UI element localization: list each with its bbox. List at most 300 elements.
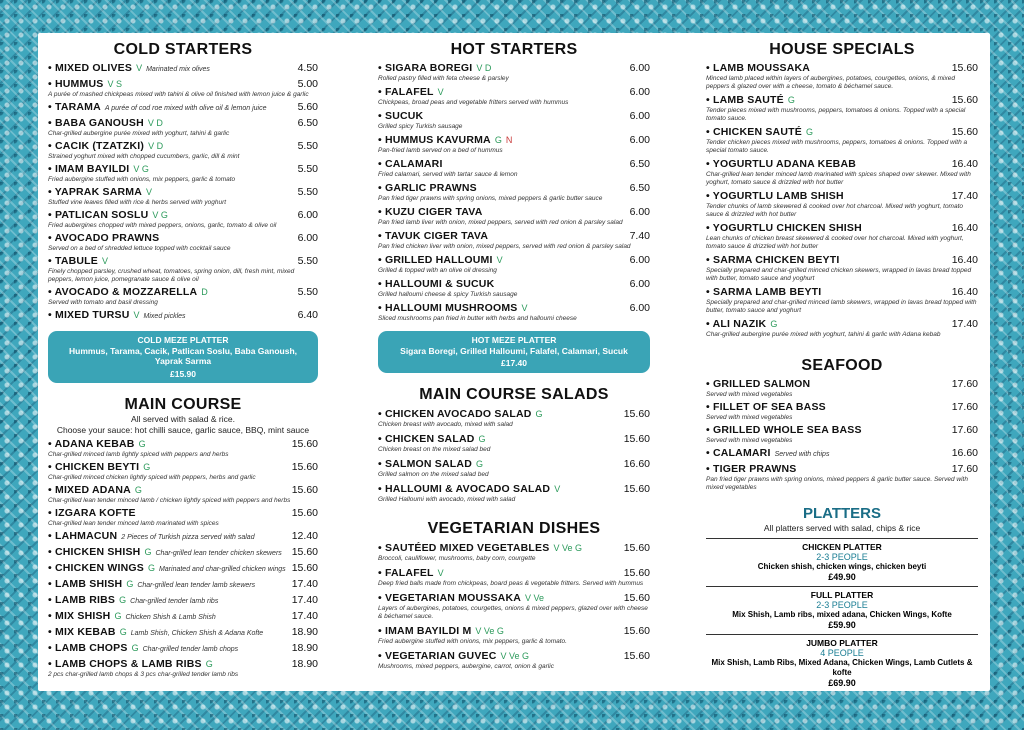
menu-item: [706, 447, 978, 461]
diet-tag: V: [437, 567, 444, 578]
menu-item: [48, 578, 318, 592]
diet-tag: G: [119, 627, 127, 637]
diet-tag: V D: [476, 63, 492, 73]
item-name: • CHICKEN AVOCADO SALAD: [378, 407, 532, 420]
item-description: Char-grilled aubergine purée mixed with yoghurt, tahini & garlic: [48, 130, 230, 137]
column-right: [706, 33, 978, 688]
item-name: • TARAMA: [48, 101, 101, 113]
item-name: • CALAMARI: [378, 158, 443, 170]
menu-item: [48, 140, 318, 161]
diet-tag: G: [475, 458, 483, 469]
menu-item-row: [48, 62, 318, 76]
main-course-sub2: Choose your sauce: hot chilli sauce, garlic sauce, BBQ, mint sauce: [56, 425, 310, 435]
item-description: Char-grilled minced chicken lightly spiced with peppers, herbs and garlic: [48, 474, 256, 481]
menu-item: [48, 610, 318, 624]
item-description: Pan fried tiger prawns with spring onions, mixed peppers & garlic butter sauce. Served with mixed vegetables: [706, 476, 968, 491]
item-inline-desc: 2 Pieces of Turkish pizza served with salad: [121, 534, 255, 541]
item-description: Pan fried tiger prawns with spring onions, mixed peppers & garlic butter sauce: [378, 195, 603, 202]
menu-item: [48, 186, 318, 207]
item-price: 6.00: [629, 254, 650, 266]
item-name: • IMAM BAYILDI: [48, 163, 130, 175]
item-name: • CHICKEN SALAD: [378, 432, 475, 445]
diet-tag: G: [494, 135, 502, 145]
menu-item: [378, 458, 650, 479]
item-description: Grilled halloumi cheese & spicy Turkish sausage: [378, 291, 518, 298]
item-name: • MIX KEBAB: [48, 626, 116, 638]
menu-item: [48, 309, 318, 323]
menu-item: [48, 594, 318, 608]
menu-item: [378, 110, 650, 131]
item-price: 17.60: [951, 401, 978, 413]
diet-tag: D: [201, 287, 208, 297]
item-inline-desc: Char-grilled lean tender lamb skewers: [137, 582, 256, 589]
menu-item-row: [48, 562, 318, 576]
item-price: 6.00: [629, 86, 650, 98]
item-price: 5.60: [297, 101, 318, 113]
item-name: • IZGARA KOFTE: [48, 507, 136, 519]
menu-item-row: [48, 610, 318, 624]
item-description: Grilled Halloumi with avocado, mixed with salad: [378, 495, 516, 503]
item-description: Chickpeas, broad peas and vegetable fritters served with hummus: [378, 99, 569, 106]
item-inline-desc: Char-grilled tender lamb chops: [142, 646, 239, 653]
menu-item-row: [378, 86, 650, 99]
menu-item-row: [378, 483, 650, 496]
menu-item-row: [48, 255, 318, 268]
item-description: Tender pieces mixed with mushrooms, peppers, tomatoes & onions. Topped with a special tomato sauce.: [706, 107, 966, 122]
menu-item: [48, 461, 318, 482]
menu-item: [378, 230, 650, 251]
platter-name: JUMBO PLATTER: [806, 638, 878, 648]
item-inline-desc: Char-grilled lean tender chicken skewers: [155, 550, 282, 557]
item-price: 18.90: [291, 642, 318, 654]
item-name: • HALLOUMI & SUCUK: [378, 278, 495, 290]
item-price: 6.50: [297, 117, 318, 129]
platter-price: £17.40: [501, 358, 527, 368]
item-name: • GRILLED HALLOUMI: [378, 254, 493, 266]
menu-item: [378, 254, 650, 275]
platter-items: Sigara Boregi, Grilled Halloumi, Falafel, Calamari, Sucuk: [400, 345, 628, 356]
item-name: • HUMMUS KAVURMA: [378, 134, 491, 146]
menu-item: [706, 286, 978, 315]
item-name: • YAPRAK SARMA: [48, 186, 142, 198]
item-price: 15.60: [623, 482, 650, 495]
item-inline-desc: Served with chips: [774, 451, 830, 458]
item-price: 15.60: [623, 566, 650, 579]
platter-title: HOT MEZE PLATTER: [471, 335, 557, 345]
item-name: • MIXED TURSU: [48, 309, 130, 321]
item-price: 5.50: [297, 140, 318, 152]
vegetarian-title: VEGETARIAN DISHES: [427, 519, 601, 537]
menu-item: [48, 546, 318, 560]
item-price: 16.60: [623, 457, 650, 470]
item-price: 6.50: [629, 182, 650, 194]
item-description: Chicken breast on the mixed salad bed: [378, 445, 491, 453]
menu-item: [706, 463, 978, 492]
item-price: 18.90: [291, 658, 318, 670]
menu-item: [48, 255, 318, 284]
item-name: • SARMA CHICKEN BEYTI: [706, 254, 840, 266]
item-price: 17.60: [951, 424, 978, 436]
item-description: Lean chunks of chicken breast skewered & cooked over hot charcoal. Mixed with yoghurt, tomato sauce & drizzled with hot butter: [706, 235, 964, 250]
item-description: Deep fried balls made from chickpeas, board peas & vegetable fritters. Served with hummus: [378, 579, 644, 587]
menu-item-row: [48, 117, 318, 130]
item-description: Fried calamari, served with tartar sauce & lemon: [378, 171, 518, 178]
item-name: • SIGARA BOREGI: [378, 62, 473, 74]
item-price: 16.40: [951, 254, 978, 266]
cold-meze-platter: [48, 331, 318, 383]
menu-item: [706, 62, 978, 91]
diet-tag: G: [119, 595, 127, 605]
column-left: [48, 33, 318, 679]
item-name: • LAMB CHOPS & LAMB RIBS: [48, 658, 202, 670]
menu-item: [378, 62, 650, 83]
menu-item-row: [378, 625, 650, 638]
menu-item-row: [48, 507, 318, 520]
diet-tag: G: [805, 127, 813, 137]
item-name: • HALLOUMI MUSHROOMS: [378, 302, 518, 314]
item-price: 15.60: [623, 649, 650, 662]
item-description: Fried aubergine stuffed with onions, mix peppers, garlic & tomato.: [378, 637, 567, 645]
menu-item-row: [48, 209, 318, 222]
diet-tag: V: [554, 483, 561, 494]
item-price: 15.60: [291, 461, 318, 473]
diet-tag: V S: [107, 79, 122, 89]
item-description: Char-grilled aubergine purée mixed with yoghurt, tahini & garlic with Adana kebab: [706, 331, 941, 338]
salads-title: MAIN COURSE SALADS: [419, 385, 609, 403]
item-price: 17.40: [951, 190, 978, 202]
item-name: • HUMMUS: [48, 78, 104, 90]
menu-item-row: [378, 408, 650, 421]
diet-tag: G: [134, 485, 142, 495]
cold-starters-list: [48, 62, 318, 323]
item-description: Served with mixed vegetables: [706, 391, 793, 398]
menu-item: [378, 592, 650, 621]
item-description: Minced lamb placed within layers of aubergines, potatoes, courgettes, onions, & mixed peppers & glazed over with a cheese, tomato & béchamel sauce.: [706, 75, 955, 90]
main-course-sub1: All served with salad & rice.: [131, 414, 235, 424]
diet-tag: V: [496, 255, 503, 265]
platter-price: £59.90: [828, 620, 856, 630]
platter-people: 2-3 PEOPLE: [816, 600, 868, 610]
menu-panel: [38, 33, 990, 691]
item-name: • KUZU CIGER TAVA: [378, 206, 483, 218]
menu-item-row: [378, 62, 650, 75]
item-description: 2 pcs char-grilled lamb chops & 3 pcs char-grilled tender lamb ribs: [48, 671, 239, 678]
menu-item: [378, 483, 650, 504]
menu-item: [706, 401, 978, 422]
item-name: • PATLICAN SOSLU: [48, 209, 149, 221]
menu-item-row: [706, 447, 978, 461]
menu-item-row: [378, 206, 650, 219]
item-description: Specially prepared and char-grilled minced chicken skewers, wrapped in lavas bread topped with butter, tomato sauce and yoghurt: [706, 267, 972, 282]
menu-item-row: [378, 567, 650, 580]
item-name: • LAMB MOUSSAKA: [706, 62, 811, 74]
item-name: • YOGURTLU CHICKEN SHISH: [706, 222, 862, 234]
menu-item-row: [48, 594, 318, 608]
menu-item-row: [48, 309, 318, 323]
item-price: 5.50: [297, 186, 318, 198]
menu-item: [48, 438, 318, 459]
platter-items: Mix Shish, Lamb ribs, mixed adana, Chicken Wings, Kofte: [732, 610, 952, 619]
item-price: 16.40: [951, 222, 978, 234]
item-description: Chicken breast with avocado, mixed with salad: [378, 420, 513, 428]
menu-item-row: [706, 190, 978, 203]
diet-tag: G: [478, 433, 486, 444]
item-name: • CACIK (TZATZKI): [48, 140, 145, 152]
item-price: 17.40: [291, 594, 318, 606]
menu-item: [48, 562, 318, 576]
platter-price: £69.90: [828, 678, 856, 688]
item-description: Fried aubergine stuffed with onions, mix peppers, garlic & tomato: [48, 176, 236, 183]
menu-item: [706, 254, 978, 283]
item-price: 18.90: [291, 626, 318, 638]
item-price: 15.60: [291, 507, 318, 519]
item-name: • SAUTÉED MIXED VEGETABLES: [378, 541, 550, 554]
diet-tag: V G: [152, 210, 168, 220]
menu-item-row: [48, 101, 318, 115]
item-price: 4.50: [297, 62, 318, 74]
menu-item: [378, 182, 650, 203]
item-description: Char-grilled minced lamb lightly spiced with peppers and herbs: [48, 451, 229, 458]
platter-price: £49.90: [828, 572, 856, 582]
menu-item: [48, 62, 318, 76]
item-name: • CALAMARI: [706, 447, 771, 459]
item-name: • SARMA LAMB BEYTI: [706, 286, 822, 298]
platter-title: COLD MEZE PLATTER: [137, 335, 229, 345]
item-price: 6.00: [629, 302, 650, 314]
item-price: 15.60: [291, 546, 318, 558]
item-name: • FILLET OF SEA BASS: [706, 401, 826, 413]
item-price: 5.50: [297, 286, 318, 298]
seafood-list: [706, 378, 978, 492]
item-price: 15.60: [951, 94, 978, 106]
menu-item: [706, 222, 978, 251]
menu-item-row: [378, 278, 650, 291]
column-middle: [378, 33, 650, 671]
menu-item: [378, 650, 650, 671]
item-description: Char-grilled lean tender minced lamb marinated with spices: [48, 520, 219, 527]
diet-tag: V: [521, 303, 528, 313]
menu-item: [378, 542, 650, 563]
item-description: Char-grilled lean tender minced lamb marinated with spices shaped over skewer. Mixed with yoghurt, tomato sauce & drizzled with hot butter: [706, 171, 971, 186]
menu-item-row: [706, 318, 978, 331]
salads-list: [378, 408, 650, 504]
item-name: • HALLOUMI & AVOCADO SALAD: [378, 482, 551, 495]
diet-tag: G: [770, 319, 778, 329]
platter-price: £15.90: [170, 368, 196, 379]
item-description: Pan-fried lamb served on a bed of hummus: [378, 147, 503, 154]
item-description: Tender chunks of lamb skewered & cooked over hot charcoal. Mixed with yoghurt, tomato sauce & drizzled with hot butter: [706, 203, 964, 218]
menu-item-row: [48, 286, 318, 299]
menu-item: [48, 163, 318, 184]
house-specials-title: HOUSE SPECIALS: [769, 41, 915, 58]
main-course-list: [48, 438, 318, 679]
menu-item-row: [48, 140, 318, 153]
platter-items: Chicken shish, chicken wings, chicken beyti: [757, 562, 927, 571]
platter-items: Hummus, Tarama, Cacik, Patlican Soslu, Baba Ganoush, Yaprak Sarma: [69, 345, 297, 366]
menu-item: [48, 286, 318, 307]
hot-meze-platter: [378, 331, 650, 373]
item-price: 5.50: [297, 255, 318, 267]
menu-item: [48, 507, 318, 528]
menu-item: [48, 101, 318, 115]
item-description: Finely chopped parsley, crushed wheat, tomatoes, spring onion, dill, fresh mint, mixed peppers, lemon juice, pomegranate sauce & olive oil: [48, 268, 295, 283]
item-name: • ALI NAZIK: [706, 318, 767, 330]
menu-item-row: [48, 658, 318, 671]
diet-tag: G: [144, 547, 152, 557]
menu-item-row: [706, 401, 978, 414]
platters-sub: All platters served with salad, chips & rice: [763, 523, 921, 533]
item-name: • TIGER PRAWNS: [706, 463, 797, 475]
item-inline-desc: A purée of cod roe mixed with olive oil & lemon juice: [104, 105, 267, 112]
item-description: Fried aubergines chopped with mixed peppers, onions, garlic, tomato & olive oil: [48, 222, 277, 229]
menu-item-row: [378, 542, 650, 555]
menu-item: [378, 206, 650, 227]
menu-item: [378, 158, 650, 179]
item-price: 15.60: [951, 62, 978, 74]
menu-item-row: [48, 438, 318, 451]
menu-item: [706, 190, 978, 219]
item-price: 15.60: [623, 432, 650, 445]
menu-item-row: [378, 302, 650, 315]
diet-tag: G: [131, 643, 139, 653]
house-specials-list: [706, 62, 978, 339]
diet-tag: G: [138, 439, 146, 449]
item-name: • YOGURTLU LAMB SHISH: [706, 190, 844, 202]
item-description: Served with mixed vegetables: [706, 437, 793, 444]
menu-item: [48, 78, 318, 99]
item-name: • MIX SHISH: [48, 610, 111, 622]
platter-people: 2-3 PEOPLE: [816, 552, 868, 562]
diet-tag: V: [146, 187, 153, 197]
menu-item-row: [378, 458, 650, 471]
item-name: • YOGURTLU ADANA KEBAB: [706, 158, 857, 170]
item-description: Pan fried lamb liver with onion, mixed peppers, served with red onion & parsley salad: [378, 219, 623, 226]
item-name: • TAVUK CIGER TAVA: [378, 230, 489, 242]
item-description: Served with tomato and basil dressing: [48, 299, 158, 306]
menu-item-row: [706, 254, 978, 267]
menu-item: [48, 209, 318, 230]
diet-tag: V Ve G: [500, 650, 530, 661]
item-price: 15.60: [291, 484, 318, 496]
item-name: • LAMB SHISH: [48, 578, 123, 590]
platters-list: [706, 538, 978, 688]
menu-item: [378, 134, 650, 155]
item-name: • FALAFEL: [378, 566, 434, 579]
item-price: 16.60: [951, 447, 978, 459]
diet-tag: V Ve: [525, 592, 545, 603]
item-price: 15.60: [623, 407, 650, 420]
diet-tag: V D: [147, 118, 163, 128]
menu-item: [48, 530, 318, 544]
item-price: 17.40: [951, 318, 978, 330]
diet-tag: G: [114, 611, 122, 621]
menu-item-row: [378, 650, 650, 663]
diet-tag: G: [535, 408, 543, 419]
menu-item-row: [706, 222, 978, 235]
item-price: 15.60: [951, 126, 978, 138]
hot-starters-title: HOT STARTERS: [450, 41, 578, 58]
menu-item-row: [48, 163, 318, 176]
menu-item: [378, 567, 650, 588]
item-name: • BABA GANOUSH: [48, 117, 144, 129]
platter-name: CHICKEN PLATTER: [802, 542, 882, 552]
menu-item: [48, 658, 318, 679]
item-price: 6.00: [629, 110, 650, 122]
platter-block: [706, 586, 978, 630]
menu-item-row: [48, 530, 318, 544]
menu-item: [378, 278, 650, 299]
item-name: • GRILLED WHOLE SEA BASS: [706, 424, 862, 436]
item-name: • FALAFEL: [378, 86, 434, 98]
item-name: • CHICKEN SAUTÉ: [706, 126, 802, 138]
item-description: Pan fried chicken liver with onion, mixed peppers, served with red onion & parsley salad: [378, 243, 631, 250]
item-name: • IMAM BAYILDI M: [378, 624, 472, 637]
menu-item: [706, 158, 978, 187]
main-course-title: MAIN COURSE: [124, 396, 242, 413]
item-description: Served on a bed of shredded lettuce topped with cocktail sauce: [48, 245, 231, 252]
platter-people: 4 PEOPLE: [820, 648, 864, 658]
platters-title: PLATTERS: [802, 505, 882, 522]
diet-tag: V G: [133, 164, 149, 174]
item-price: 15.60: [623, 624, 650, 637]
item-price: 6.00: [297, 232, 318, 244]
item-name: • CHICKEN WINGS: [48, 562, 144, 574]
diet-tag: G: [205, 659, 213, 669]
menu-item: [48, 117, 318, 138]
item-description: Rolled pastry filled with feta cheese & parsley: [378, 75, 509, 82]
menu-item-row: [48, 642, 318, 656]
item-price: 17.60: [951, 463, 978, 475]
item-name: • TABULE: [48, 255, 98, 267]
item-name: • SUCUK: [378, 110, 424, 122]
item-price: 5.00: [297, 78, 318, 90]
cold-starters-title: COLD STARTERS: [113, 41, 253, 58]
item-inline-desc: Lamb Shish, Chicken Shish & Adana Kofte: [130, 630, 264, 637]
item-name: • SALMON SALAD: [378, 457, 472, 470]
hot-starters-list: [378, 62, 650, 323]
item-description: Layers of aubergines, potatoes, courgettes, onions & mixed peppers, glazed over with cheese & béchamel sauce.: [378, 604, 648, 620]
item-price: 6.00: [629, 62, 650, 74]
menu-item-row: [48, 546, 318, 560]
menu-item-row: [48, 232, 318, 245]
menu-item-row: [378, 230, 650, 243]
item-description: Stuffed vine leaves filled with rice & herbs served with yoghurt: [48, 199, 227, 206]
item-inline-desc: Chicken Shish & Lamb Shish: [125, 614, 216, 621]
item-inline-desc: Char-grilled tender lamb ribs: [130, 598, 219, 605]
menu-item-row: [706, 94, 978, 107]
menu-item-row: [48, 186, 318, 199]
item-inline-desc: Marinated and char-grilled chicken wings: [158, 566, 286, 573]
vegetarian-list: [378, 542, 650, 671]
menu-item: [378, 625, 650, 646]
item-name: • LAHMACUN: [48, 530, 118, 542]
item-description: Served with mixed vegetables: [706, 414, 793, 421]
menu-item-row: [378, 182, 650, 195]
item-name: • MIXED OLIVES: [48, 62, 133, 74]
menu-item-row: [378, 110, 650, 123]
item-name: • GARLIC PRAWNS: [378, 182, 477, 194]
menu-item-row: [378, 433, 650, 446]
item-name: • AVOCADO & MOZZARELLA: [48, 286, 198, 298]
item-name: • LAMB RIBS: [48, 594, 116, 606]
menu-item: [706, 318, 978, 339]
item-description: Char-grilled lean tender minced lamb / chicken lightly spiced with peppers and herbs: [48, 497, 291, 504]
item-description: Specially prepared and char-grilled minced lamb skewers, wrapped in lavas bread topped with butter, tomato sauce and yoghurt: [706, 299, 977, 314]
item-price: 15.60: [623, 591, 650, 604]
platter-name: FULL PLATTER: [810, 590, 874, 600]
diet-tag: V Ve G: [553, 542, 582, 553]
item-description: Tender chicken pieces mixed with mushrooms, peppers, tomatoes & onions. Topped with a special tomato sauce.: [706, 139, 968, 154]
